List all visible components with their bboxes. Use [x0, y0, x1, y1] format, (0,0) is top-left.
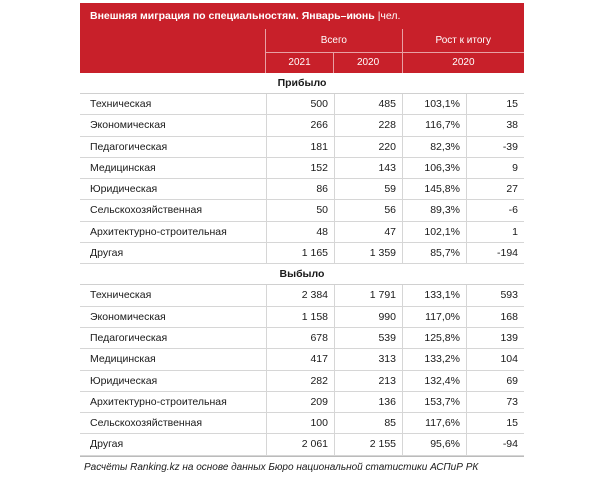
table-row [80, 434, 524, 455]
value-2020: 143 [334, 158, 402, 178]
title-text: Внешняя миграция по специальностям. Январь–июнь [90, 10, 375, 22]
row-label: Архитектурно-строительная [90, 225, 227, 238]
table-row [80, 222, 524, 243]
value-2021: 2 061 [266, 434, 334, 454]
row-label: Педагогическая [90, 331, 168, 344]
growth-percent: 116,7% [402, 115, 466, 135]
row-label: Экономическая [90, 310, 166, 323]
value-2020: 47 [334, 222, 402, 242]
growth-percent: 117,0% [402, 307, 466, 327]
value-2021: 1 158 [266, 307, 334, 327]
table-row [80, 349, 524, 370]
growth-diff: -6 [466, 200, 524, 220]
growth-diff: 139 [466, 328, 524, 348]
value-2020: 136 [334, 392, 402, 412]
value-2020: 1 791 [334, 285, 402, 305]
table-row [80, 307, 524, 328]
value-2020: 1 359 [334, 243, 402, 263]
arrived-rows [80, 94, 524, 264]
value-2020: 220 [334, 137, 402, 157]
header-year-2021: 2021 [265, 53, 334, 73]
table-row [80, 94, 524, 115]
value-2021: 48 [266, 222, 334, 242]
table-row [80, 392, 524, 413]
row-label: Сельскохозяйственная [90, 204, 203, 217]
row-label: Юридическая [90, 374, 158, 387]
table-row [80, 137, 524, 158]
growth-percent: 125,8% [402, 328, 466, 348]
value-2021: 266 [266, 115, 334, 135]
growth-diff: 38 [466, 115, 524, 135]
row-label: Другая [90, 247, 124, 260]
row-label: Медицинская [90, 353, 156, 366]
growth-diff: 1 [466, 222, 524, 242]
growth-percent: 89,3% [402, 200, 466, 220]
growth-diff: 15 [466, 94, 524, 114]
row-label: Экономическая [90, 119, 166, 132]
header-growth-year: 2020 [402, 53, 524, 73]
table-row [80, 413, 524, 434]
growth-diff: -94 [466, 434, 524, 454]
value-2020: 485 [334, 94, 402, 114]
value-2021: 152 [266, 158, 334, 178]
header-empty-cell [80, 29, 265, 53]
value-2020: 228 [334, 115, 402, 135]
value-2021: 417 [266, 349, 334, 369]
row-label: Другая [90, 438, 124, 451]
growth-diff: 27 [466, 179, 524, 199]
growth-diff: -39 [466, 137, 524, 157]
table-row [80, 285, 524, 306]
table-row [80, 371, 524, 392]
row-label: Техническая [90, 98, 152, 110]
value-2021: 500 [266, 94, 334, 114]
growth-percent: 106,3% [402, 158, 466, 178]
growth-percent: 153,7% [402, 392, 466, 412]
table-title [80, 3, 524, 29]
row-label: Сельскохозяйственная [90, 417, 203, 430]
header-empty-cell [80, 53, 265, 73]
growth-percent: 133,1% [402, 285, 466, 305]
growth-percent: 145,8% [402, 179, 466, 199]
growth-percent: 102,1% [402, 222, 466, 242]
growth-percent: 82,3% [402, 137, 466, 157]
section-departed: Выбыло [80, 264, 524, 285]
value-2021: 100 [266, 413, 334, 433]
growth-percent: 117,6% [402, 413, 466, 433]
header-growth-group: Рост к итогу [402, 29, 524, 53]
table-row [80, 200, 524, 221]
migration-table [80, 3, 524, 479]
table-row [80, 115, 524, 136]
value-2020: 59 [334, 179, 402, 199]
row-label: Юридическая [90, 183, 158, 196]
row-label: Техническая [90, 289, 152, 302]
growth-diff: 168 [466, 307, 524, 327]
growth-diff: 15 [466, 413, 524, 433]
header-row-groups [80, 29, 524, 53]
value-2021: 1 165 [266, 243, 334, 263]
growth-diff: 593 [466, 285, 524, 305]
unit-text: |чел. [377, 10, 401, 22]
row-label: Медицинская [90, 161, 156, 174]
value-2020: 2 155 [334, 434, 402, 454]
table-row [80, 328, 524, 349]
value-2020: 85 [334, 413, 402, 433]
value-2020: 213 [334, 371, 402, 391]
growth-diff: 9 [466, 158, 524, 178]
growth-diff: -194 [466, 243, 524, 263]
header-total-group: Всего [265, 29, 401, 53]
growth-percent: 95,6% [402, 434, 466, 454]
value-2020: 56 [334, 200, 402, 220]
growth-diff: 69 [466, 371, 524, 391]
value-2020: 990 [334, 307, 402, 327]
table-row [80, 179, 524, 200]
departed-rows [80, 285, 524, 455]
value-2021: 678 [266, 328, 334, 348]
growth-percent: 103,1% [402, 94, 466, 114]
growth-diff: 73 [466, 392, 524, 412]
value-2021: 50 [266, 200, 334, 220]
value-2020: 539 [334, 328, 402, 348]
header-row-years [80, 53, 524, 73]
value-2021: 282 [266, 371, 334, 391]
source-note: Расчёты Ranking.kz на основе данных Бюро национальной статистики АСПиР РК [80, 456, 524, 479]
section-arrived: Прибыло [80, 73, 524, 94]
growth-percent: 132,4% [402, 371, 466, 391]
row-label: Педагогическая [90, 140, 168, 153]
growth-percent: 85,7% [402, 243, 466, 263]
header-year-2020: 2020 [333, 53, 402, 73]
value-2021: 2 384 [266, 285, 334, 305]
growth-diff: 104 [466, 349, 524, 369]
value-2021: 209 [266, 392, 334, 412]
value-2021: 86 [266, 179, 334, 199]
row-label: Архитектурно-строительная [90, 395, 227, 408]
growth-percent: 133,2% [402, 349, 466, 369]
value-2021: 181 [266, 137, 334, 157]
table-row [80, 243, 524, 264]
table-row [80, 158, 524, 179]
value-2020: 313 [334, 349, 402, 369]
